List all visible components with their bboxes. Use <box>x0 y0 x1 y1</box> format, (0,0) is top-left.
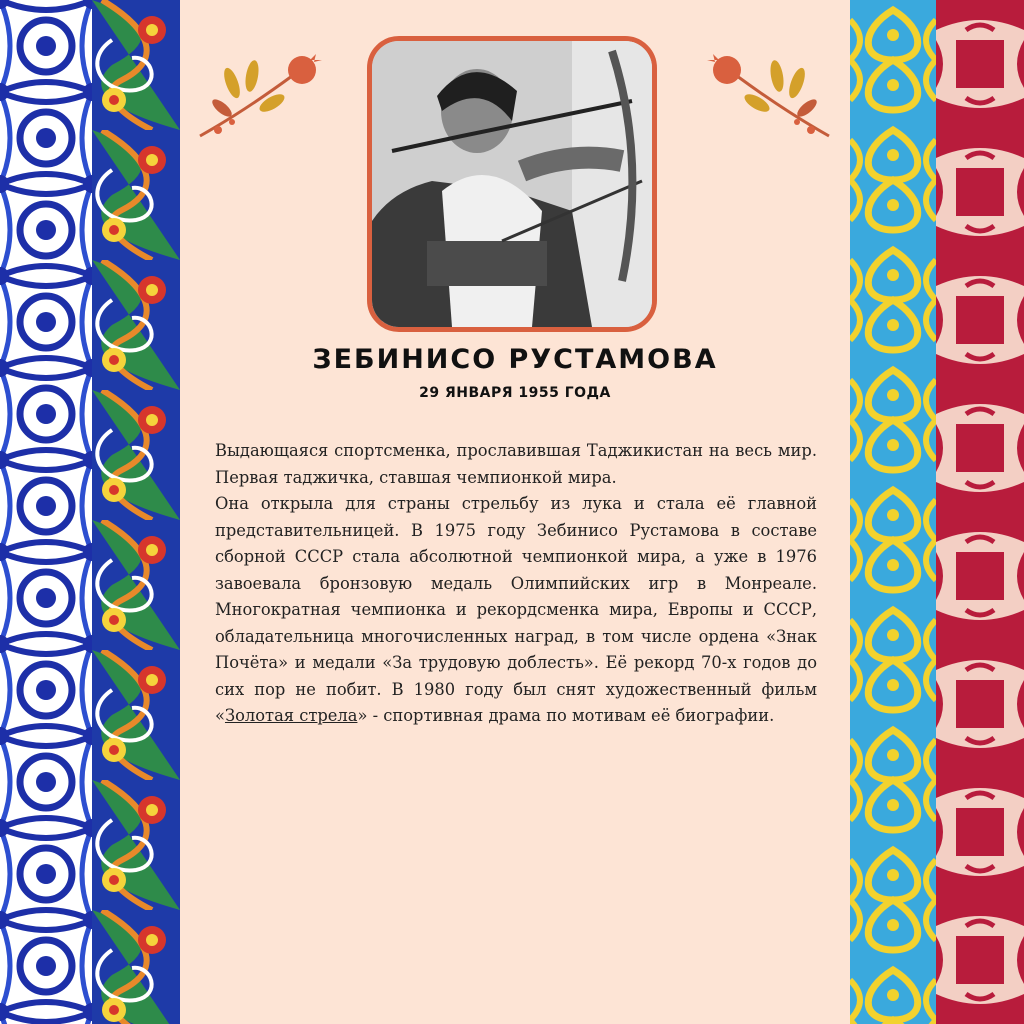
bio-paragraph-1: Выдающаяся спортсменка, прославившая Таджикистан на весь мир. Первая таджичка, ставшая чемпионкой мира. <box>215 441 817 487</box>
pomegranate-branch-icon <box>192 48 322 143</box>
bio-text: Она открыла для страны стрельбу из лука и стала её главной представительницей. В 1975 году Зебинисо Рустамова в составе сборной СССР стала абсолютной чемпионкой мира, а уже в 1976 завоевала бронзовую медаль Олимпийских игр в Монреале. Многократная чемпионка и рекордсменка мира, Европы и СССР, обладательница многочисленных наград, в том числе ордена «Знак Почёта» и медали «За трудовую доблесть». Её рекорд 70-х годов до сих пор не побит. В 1980 году был снят художественный фильм « <box>215 494 817 725</box>
main-panel <box>180 0 850 1024</box>
blue-tile-pattern-left <box>0 0 92 1024</box>
floral-pattern-left <box>92 0 180 1024</box>
bio-paragraph-2 <box>215 491 817 730</box>
portrait-photo <box>367 36 657 332</box>
bio-text: » - спортивная драма по мотивам её биографии. <box>357 706 775 725</box>
person-name: ЗЕБИНИСО РУСТАМОВА <box>312 344 718 375</box>
biography-text <box>215 438 817 730</box>
pomegranate-branch-icon <box>707 48 837 143</box>
crimson-pattern-right <box>936 0 1024 1024</box>
birth-date: 29 ЯНВАРЯ 1955 ГОДА <box>419 385 611 401</box>
film-link[interactable]: Золотая стрела <box>224 706 358 725</box>
cyan-yellow-pattern-right <box>850 0 936 1024</box>
